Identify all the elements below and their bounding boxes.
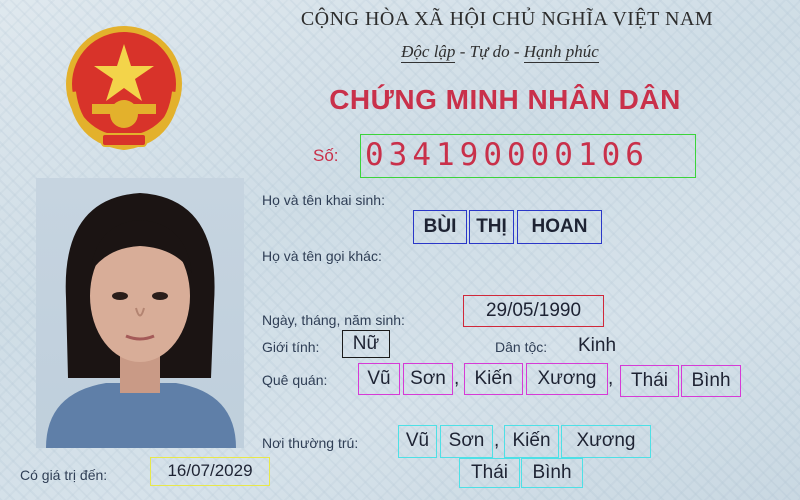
residence-part: Thái [459,458,520,488]
residence-separator: , [494,430,500,451]
hometown-label: Quê quán: [262,372,328,388]
name-part: THỊ [469,210,514,244]
motto-part: Tự do [469,42,510,61]
dob-value: 29/05/1990 [463,295,604,327]
hometown-part: Sơn [403,363,453,395]
ethnicity-label: Dân tộc: [495,339,548,355]
hometown-part: Xương [526,363,608,395]
hometown-part: Vũ [358,363,400,395]
dob-label: Ngày, tháng, năm sinh: [262,312,405,328]
country-name: CỘNG HÒA XÃ HỘI CHỦ NGHĨA VIỆT NAM [300,8,714,30]
motto-separator: - [459,42,466,61]
expiry-label: Có giá trị đến: [20,467,108,483]
motto-part: Hạnh phúc [523,42,599,61]
expiry-value: 16/07/2029 [150,457,270,486]
motto-part: Độc lập [401,42,456,61]
hometown-part: Kiến [464,363,523,395]
name-part: HOAN [517,210,602,244]
motto [330,42,670,63]
other-name-label: Họ và tên gọi khác: [262,248,382,264]
hometown-separator: , [454,368,460,389]
sex-label: Giới tính: [262,339,320,355]
national-emblem-icon [58,22,190,152]
name-label: Họ và tên khai sinh: [262,192,385,208]
ethnicity-value: Kinh [578,335,617,356]
id-number: 034190000106 [360,134,696,178]
id-number-label: Số: [313,146,339,165]
residence-label: Nơi thường trú: [262,435,359,451]
motto-separator: - [513,42,520,61]
residence-part: Xương [561,425,651,458]
name-part: BÙI [413,210,467,244]
document-title: CHỨNG MINH NHÂN DÂN [329,84,681,115]
hometown-part: Thái [620,365,679,397]
portrait-icon [36,178,244,448]
residence-part: Vũ [398,425,437,458]
residence-part: Bình [521,458,583,488]
residence-part: Sơn [440,425,493,458]
sex-value: Nữ [342,330,390,358]
hometown-part: Bình [681,365,741,397]
hometown-separator: , [608,368,614,389]
portrait-photo [36,178,244,448]
residence-part: Kiến [504,425,559,458]
